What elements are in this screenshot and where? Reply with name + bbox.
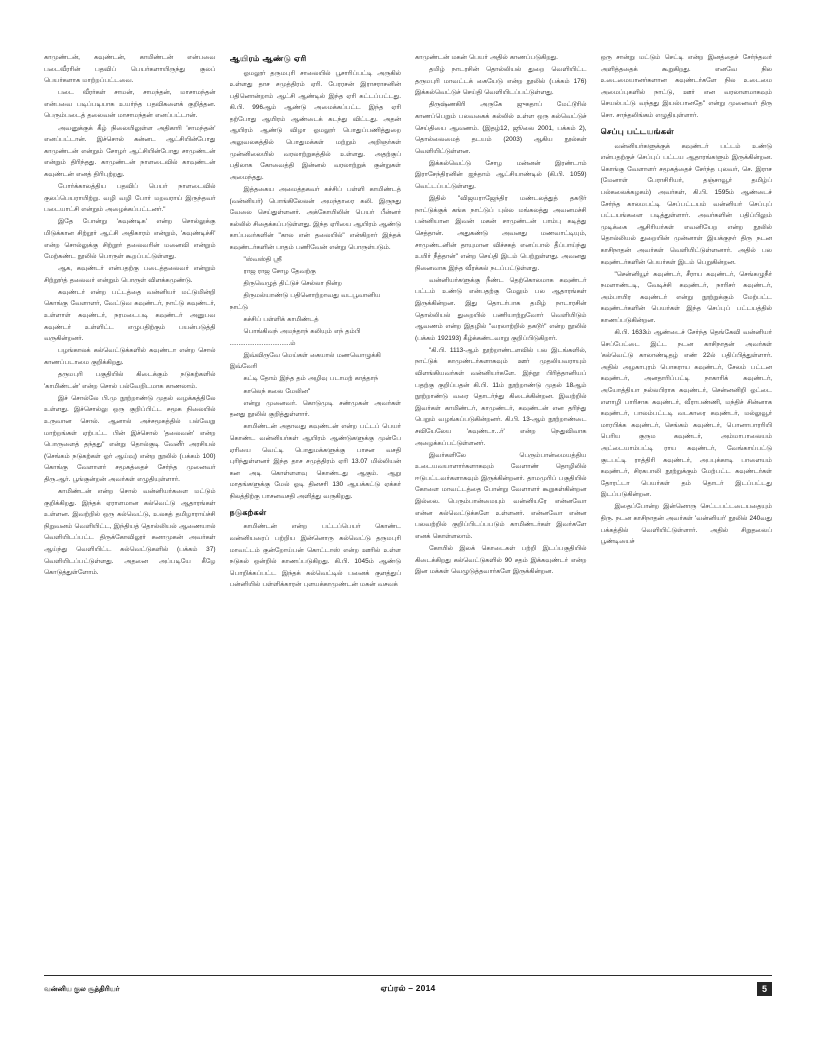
inscription-line: பொங்கிவந் அமந்தாந் கலியும் எந் தம்பி ..................................ம் bbox=[229, 328, 361, 347]
body-paragraph: அவனுக்குக் கீழ் நிலையிலுள்ள அதிகாரி 'சாமந்தன்' எனப்பட்டான். இச்சொல் கன்னட ஆட்சியின்போது காமுண்டன் என்றும் சோழர் ஆட்சியின்போது சாமுண்டன் என்றும் திரிந்தது. காமுண்டன் நாளடைவில் காவுண்டன் கவுண்டன் எனத் திரிபுற்றது. bbox=[44, 124, 216, 178]
body-paragraph: "சென்னியூர் கவுண்டர், சீராய கவுண்டர், செங்கழுநீர் நமளாண்டடி, வேடிச்சி கவுண்டர், நாரிசர் கவுண்டர், அம்பாயிர கவுண்டர் என்று நூற்றுக்கும் மேற்பட்ட கவுண்டர்களின் பெயர்கள் இந்த செப்புப் பட்டயத்தில் காணப்படுகின்றன. bbox=[600, 270, 772, 324]
body-paragraph: போர்க்காலத்திய பதவிப் பெயர் நாளடைவில் குலப்பெயராயிற்று. வழி வழி போர் மறவராய் இருந்தவர் படையாட்சி என்றும் அழைக்கப்பட்டனர்." bbox=[44, 183, 216, 214]
body-paragraph: இதே போன்று 'கவுண்டிக' என்ற சொல்லுக்கு மிடுக்கான சிற்றூர் ஆட்சி அதிகாரம் என்றும், 'கவுண்டிச்சி' என்ற சொல்லுக்கு சிற்றூர் தலைவரின் மனைவி என்றும் மேற்கண்ட நூலில் பொருள் கூறப்பட்டுள்ளது. bbox=[44, 218, 216, 261]
body-paragraph: கோயில் இலக் கொடைகள் பற்றி இடப்பகுதியில் கிடைக்கிறது கல்வெட்டுகளில் 90 சதம் இக்கவுண்டர் என்ற இன மக்கள் வெழுடுத்தவார்களே இருக்கின்றன. bbox=[415, 544, 587, 576]
body-paragraph: காமிண்டன் அதாவது கவுண்டன் என்ற பட்டப் பெயர் கொண்ட வன்னியர்கள் ஆயிரம் ஆண்டுகளுக்கு முன்பே ஏரியை வெட்டி பொதுமக்களுக்கு பாசன வசதி புரிந்துள்ளனர் இந்த தாச சமுத்திரம் ஏரி 13.07 மில்லியன் கன அடி கொள்ளளவு கொண்டது ஆகும். ஆறு மாதங்களுக்கு மேல் ஓடி தினசரி 130 ஆயக்கட்டு ஏக்கர் நிலத்திற்கு பாசனவசதி அளித்து வருகிறது. bbox=[229, 423, 401, 500]
body-paragraph: காமுண்டன், கவுண்டன், காமிண்டன் என்பவை படைவீரரின் பதவிப் பெயர்களாயிருந்து குலப் பெயர்களாக மாற்றப்பட்டவை. bbox=[44, 54, 216, 85]
body-paragraph: இதைப்போன்ற இன்னொரு செட்டபட்டடையதையும் திரு. நடன காசிநாதன் அவர்கள் 'வன்னியர்' நூலில் 240வது பக்கத்தில் வெளியிட்டுள்ளார். அதில் சிறுதலைப் பூண்டியைச் bbox=[600, 503, 772, 546]
body-paragraph: கி.பி. 1633ம் ஆண்டைச் சேர்ந்த தெங்கேவி வன்னியர் செப்பேட்டை இட்ட நடன காசிநாதன் அவர்கள் 'கல்வெட்டு காலாண்டிதழ் எண் 22ல் பதிப்பித்துள்ளார். அதில் அழகாபுரம் பொகராய கவுண்டர், சேலம் பட்டன கவுண்டர், அனதாரிப்பட்டி நாகாரிக் கவுண்டர், அயோத்தியா நல்லபிராக கவுண்டர், சென்னனிறி ஓட்டை எளாழி பாரிசாக கவுண்டர், வீராபண்ணி, மந்திச் சின்னாக கவுண்டர், பாலம்பட்டடி வடகாரை கவுண்டர், மல்லுவூர் மாரபிக்க கவுண்டர், செங்கம் கவுண்டர், பொனாபாரரியி பெரிய குரும கவுண்டர், அம்மாபாலையம் அட்டையாம்பட்டி ராய கவுண்டர், வேங்காய்பட்டு குடபட்டி ராத்திரி கவுண்டர், அபபுக்காடி பாளையம் கவுண்டர், சிரகபாலி நூற்றுக்கும் மேற்பட்ட கவுண்டர்கள் தோரட்டா பெயர்கள் தம் தொடர் இடப்பட்டது இடப்படுகின்றன. bbox=[600, 329, 772, 499]
body-paragraph: ஓமலூர் தருமபுரி சாலையில் பூசாரிப்பட்டி அருகில் உள்ளது தாச சமுத்திரம் ஏரி. பேரரசன் இராசராசனின் பதினொன்றாம் ஆட்சி ஆண்டில் இந்த ஏரி கட்டப்பட்டது. கி.பி. 996ஆம் ஆண்டு அமைக்கப்பட்ட இந்த ஏரி தற்போது ஆயிரம் ஆண்டைக் கடந்து விட்டது. அதன் ஆயிரம் ஆண்டு விழா ஓமலூர் பொதுப்பணித்துறை அலுவலகத்தில் பொதுமக்கள் மற்றும் அறிஞர்கள் முன்னிலையில் வரலாற்றுகத்தில் உள்ளது. அதற்குப் பதிலாக கோவைத்தி இன்னல் வரலாற்றுக் குன்றுகள் அமைந்தது. bbox=[229, 69, 401, 181]
section-heading: நடுகற்கள் bbox=[229, 507, 267, 517]
inscription-line: கட்டி தோம் இந்த தம் அழிவு படாமற் காத்தாந் bbox=[243, 375, 379, 383]
footer-issue-date: ஏப்ரல் – 2014 bbox=[380, 983, 436, 993]
body-paragraph: "கி.பி. 1113-ஆம் நூற்றாண்டளவில் பல இடங்களில், நாட்டுக் காமுண்டர்களாகவும் ஊர் முதலியவராயும் விளங்கியவர்கள் வன்னியர்களே. இந்நூ பிரித்தானியப் பதற்கு குறிப்பதன் கி.பி. 11ம் நூற்றாண்டு முதல் 18ஆம் நூற்றாண்டு வரை தொடர்ந்து கிடைக்கின்றன. இவற்றில் இவர்கள் காமிண்டர், காமுண்டர், கவுண்டன் என தரிந்து பெறும் வழங்கப்படுகின்றனர். கி.பி. 13-ஆம் நூற்றாண்டை சவியேலேய 'கவுண்டா...ர்' என்ற நெதுவிவாக அழைக்கப்பட்டுள்ளனர். bbox=[415, 346, 587, 447]
body-paragraph: இத்தகைய அமைத்தகவர் கச்சிப் பள்ளி காமிண்டத் (வன்னியர்) பொங்கிலேலன் அமந்தாரை கலி. இருநது வேலை செய்துள்ளனர். அக்கோயிலின் பெயர் பீன்னர் கல்லில் சிதைக்கப்படுள்ளது. இந்த ஏரியை ஆயிரம் ஆண்டு காப்பவர்களின் "கால என் தலையில்" என்கிறார் இந்தக் கவுண்டர்களின் பாதம் பணிவேன் என்று பொருள்படும். bbox=[229, 185, 401, 251]
inscription-line: காலெந் கலை மேலின" bbox=[243, 387, 311, 395]
text-column-1 bbox=[44, 52, 216, 952]
body-paragraph: வன்னியர்களுக்கு நீண்ட தெற்கொலமாக கவுண்டர் பட்டம் உண்டு என்பதற்கு மேலும் பல ஆதாரங்கள் இருக்கின்றன. இது தொடர்பாக தமிழ் நாடாரசின் தொல்லியல் துறையில் பணியாற்றுவோர் வெளியிடும் ஆவணம் என்ற இதழில் "வரலாற்றில் தகடூர்" என்ற நூலில் (பக்கம் 192193) கீழ்க்கண்டவாறு குறிப்பிடுகிறார். bbox=[415, 276, 587, 342]
text-column-4 bbox=[601, 52, 773, 952]
inscription-quote-block bbox=[230, 254, 402, 397]
body-paragraph: கவுண்டர் என்ற பட்டத்தை வன்னியர் மட்டுமின்றி கொங்கு வேளாளர், வேட்டுவ கவுண்டர், நாட்டு கவுண்டர், உள்ளாள் கவுண்டர், நரமடைபடி கவுண்டர் அனுபவ கவுண்டர் உள்ளிட்ட எழுபதிற்கும் பயன்படுத்தி வருகின்றனர். bbox=[44, 288, 216, 343]
body-paragraph: காமுண்டன் மகன் பெயர் அதில் காணப்படுகிறது. bbox=[415, 54, 558, 61]
body-paragraph: படை வீரர்கள் சாமன், சாமந்தன், மாசாமந்தன் என்பவை படிப்படியாக உயர்ந்த பதவிகளைக் குறித்தன. பெரும்படைத் தலைவன் மாசாமந்தன் எனப்பட்டான். bbox=[44, 89, 216, 120]
text-column-2 bbox=[230, 52, 402, 952]
body-paragraph: ஒரு சான்று மட்டும் செட்டி என்ற இனத்தைச் சேர்ந்தவர் அளித்ததைக் கூறுகிறது. எனவே நில உடைமையானர்களான கவுண்டர்களே நில உடைமை அமைப்புகளில் நாட்டு, ஊர் என வரலாளமாகவும் செயல்பட்டு வந்தது இயல்பானதே" என்று முனைவர் திரு சொ. சாந்தலிங்கம் எழுதியுள்ளார். bbox=[600, 54, 772, 119]
section-heading: செப்பு பட்டயங்கள் bbox=[600, 127, 674, 137]
body-paragraph: காமிண்டன் என்ற சொல் வன்னியர்களை மட்டும் குறிக்கிறது. இந்தக் ஏராளமான கல்வெட்டு ஆதாரங்கள் உள்ளன. இவற்றில் ஒரு கல்வெட்டு, உலகத் தமிழாராய்ச்சி நிறுவனம் வெளியிட்ட, இந்தியத் தொல்லியல் ஆணையால் வெளியிடப்பட்ட திருக்கோவிலூர் சுனாமுகன் அவர்கள் ஆய்ந்து வெளியிட்ட கல்வெட்டுகளில் (பக்கம் 37) வெளியிடப்பட்டுள்ளது. அதனை அப்படியே கீழே கொடுத்துள்ளோம். bbox=[44, 487, 216, 577]
article-columns-container bbox=[44, 52, 772, 952]
inscription-line: "ஸ்வஸ்தி ஸ்ரீ bbox=[243, 256, 282, 263]
footer-magazine-name: வன்னிய குல சூத்திரியர் bbox=[44, 985, 120, 993]
inscription-line: திருவெழுத் திட்டுச் செல்லா நின்ற bbox=[243, 280, 342, 288]
section-heading: ஆயிரம் ஆண்டு ஏரி bbox=[229, 54, 307, 63]
page-number-badge: 5 bbox=[757, 982, 772, 996]
body-paragraph: காமிண்டன் என்ற பட்டப்பெயர் கொண்ட வன்னியரைப் பற்றிய இன்னொரு கல்வெட்டு தருமபுரி மாவட்டம் குன்றோய்பன் கொட்டாஸ் என்ற ஊரில் உள்ள நடுகல் ஒன்றில் காணப்படுகிறது. கி.பி. 1045ம் ஆண்டு பொறிக்கப்பட்ட இந்தக் கல்வெட்டில் பனைக் குளத்துப் பன்னியில் பள்ளிக்காரன் புளயக்காமுண்டன் மகன் வசவக் bbox=[229, 523, 401, 589]
text-column-3 bbox=[415, 52, 587, 952]
body-paragraph: தருமபுரி பகுதியில் கிடைக்கும் நடுகற்களில் 'காமிண்டன்' என்ற சொல் பல்வேறிடமாக காணலாம். bbox=[44, 371, 216, 390]
body-paragraph: வன்னியர்களுக்குக் கவுண்டர் பட்டம் உண்டு என்பதற்குச் செப்புப் பட்டய ஆதாரங்களும் இருக்கின்றன. கொங்கு வேளாளர் சமூகத்தைச் சேர்ந்த புலவர், செ. இராச (மேனாள் பேராசிரியர், தஞ்சாவூர் தமிழ்ப் பல்கலைக்கழகம்) அவர்கள், கி.பி. 1595ம் ஆண்டைச் சேர்ந்த காலமபட்டி செப்பட்டயம் வன்னியர் செப்புப் பட்டயங்களை படித்துள்ளார். அவர்களின் பதிப்பிலும் முடிக்கை ஆசிரியர்கள் எவனியேற என்ற நூலில் தொல்லியல் துறையின் முன்னாள் இயக்குநர் திரு நடன காசிநாதன் அவர்கள் வெளியிட்டுள்ளனார். அதில் பல கவுண்டர்களின் பெயர்கள் இடம் பெறுகின்றன. bbox=[600, 142, 772, 266]
body-paragraph: இதில் "விஜயராஜேந்திர மண்டலத்துத் தகடூர் நாட்டுக்குக் கங்க நாட்டுப் புல்ல மங்கலத்து அவனமச்சி பன்னியான இவன் மகன் சாமுண்டன் பாம்பு கடித்து செத்தான். அதுகண்டு அவனது மணவாட்டியும், சாமுண்டனின் தாயுமான விச்சகத் எனப்பால் தீப்பாய்ந்து உயிர் நீத்தான்" என்ற செய்தி இடம் பெற்றுள்ளது. அவனது நினைவாக இந்த வீரக்கல் நடப்பட்டுள்ளது. bbox=[415, 195, 587, 272]
inscription-line: ராஜ ராஜ சோழ தேவற்கு bbox=[243, 268, 316, 276]
body-paragraph: என்று முனைவர். கொடுமுடி சண்முகன் அவர்கள் தனது நூலில் குறித்துள்ளார். bbox=[229, 399, 401, 419]
body-paragraph: ஆக, கவுண்டர் என்பதற்கு படைத்தலைவர் என்றும் சிற்றூர்த் தலைவர் என்றும் பொருள் விளக்கமுண்டு. bbox=[44, 265, 216, 284]
inscription-line: கச்சிப் பள்ளிக் காமிண்டத் bbox=[243, 315, 319, 323]
body-paragraph: பழங்காலக் கல்வெட்டுக்களில் கவுண்டா என்ற சொல் காணப்படாமை குறிக்கிறது. bbox=[44, 347, 216, 366]
inscription-line: இவ்விருவே மெய்கள் கையால் மணவொழுக்கி இவ்வேரி bbox=[229, 351, 381, 371]
body-paragraph: இவர்களிலே பெரும்பான்மையத்திய உடையவயாளார்களாகவும் வேளாண் தொழிலில் ஈடுபட்டவர்களாகவும் இருக்கின்றனர். தாமமுரிப் பகுதியில் கோளை மாவட்டத்தை போன்று வேளாளர் கூறுகள்கின்றன இல்லை. பெரும்பான்மையும் வன்னியரே என்னவோ என்ன கல்வெட்டுக்களே உள்ளனர். என்னவோ என்ன பலவற்றில் குறிப்பிடப்பபடும் காமிண்டர்கள் இவர்களே எனக் கொள்ளலாம். bbox=[415, 451, 587, 540]
body-paragraph: திருஷ்ணகிரி அருகே ஜுகதாப் மேட்டூரில் காணப்பெறும் பலவகைக் கல்லில் உள்ள ஒரு கல்வெட்டுச் செய்தியை ஆவணம். (இதழ்12, ஜூலை 2001, பக்கம் 2), தொல்லைமைத் தடயம் (2003) ஆகிய நூல்கள் வெளியிட்டுள்ளன. bbox=[415, 101, 587, 155]
body-paragraph: இக்கல்வெட்டு சோழ மன்னன் இரண்டாம் இராசேந்திரனின் ஐந்தாம் ஆட்சியாண்டில் (கி.பி. 1059) வெட்டப்பட்டுள்ளது. bbox=[415, 159, 587, 191]
body-paragraph: இச் சொல்லே பி.மு நூற்றாண்டு முதல் வழக்கத்திலே உள்ளது. இச்சொல்லு ஒரு குறிப்பிட்ட சமூக நிலையில் உருவான சொல். ஆனால் அச்சமூகத்தில் பல்வேறு மாற்றங்கள் ஏற்பட்ட பின் இச்சொல் 'தலைவன்' என்ற பொருளைத் தந்தது" என்று தொல்குடி வேனீர் அரசியல் (செங்கம் நடுகற்கள் ஓர் ஆய்வு) என்ற நூலில் (பக்கம் 100) கொங்கு வேளாளர் சமூகத்தைச் சேர்ந்த முனைவர் திரு.ஆர். பூங்குன்றன் அவர்கள் எழுதியுள்ளார். bbox=[44, 394, 216, 483]
footer-page-number-wrap bbox=[532, 980, 772, 998]
body-paragraph: தமிழ் நாடரசின் தொல்லியல் துறை வெளியிட்ட தருமபுரி மாவட்டக் கையேடு என்ற நூலில் (பக்கம் 176) இக்கல்வெட்டுச் செய்தி வெளியிடப்பட்டுள்ளது. bbox=[415, 66, 587, 97]
page-footer bbox=[44, 975, 772, 999]
inscription-line: திருமல்யாண்டு பதினொற்றாவது வடபூவானிய நாட்டு bbox=[229, 292, 381, 311]
